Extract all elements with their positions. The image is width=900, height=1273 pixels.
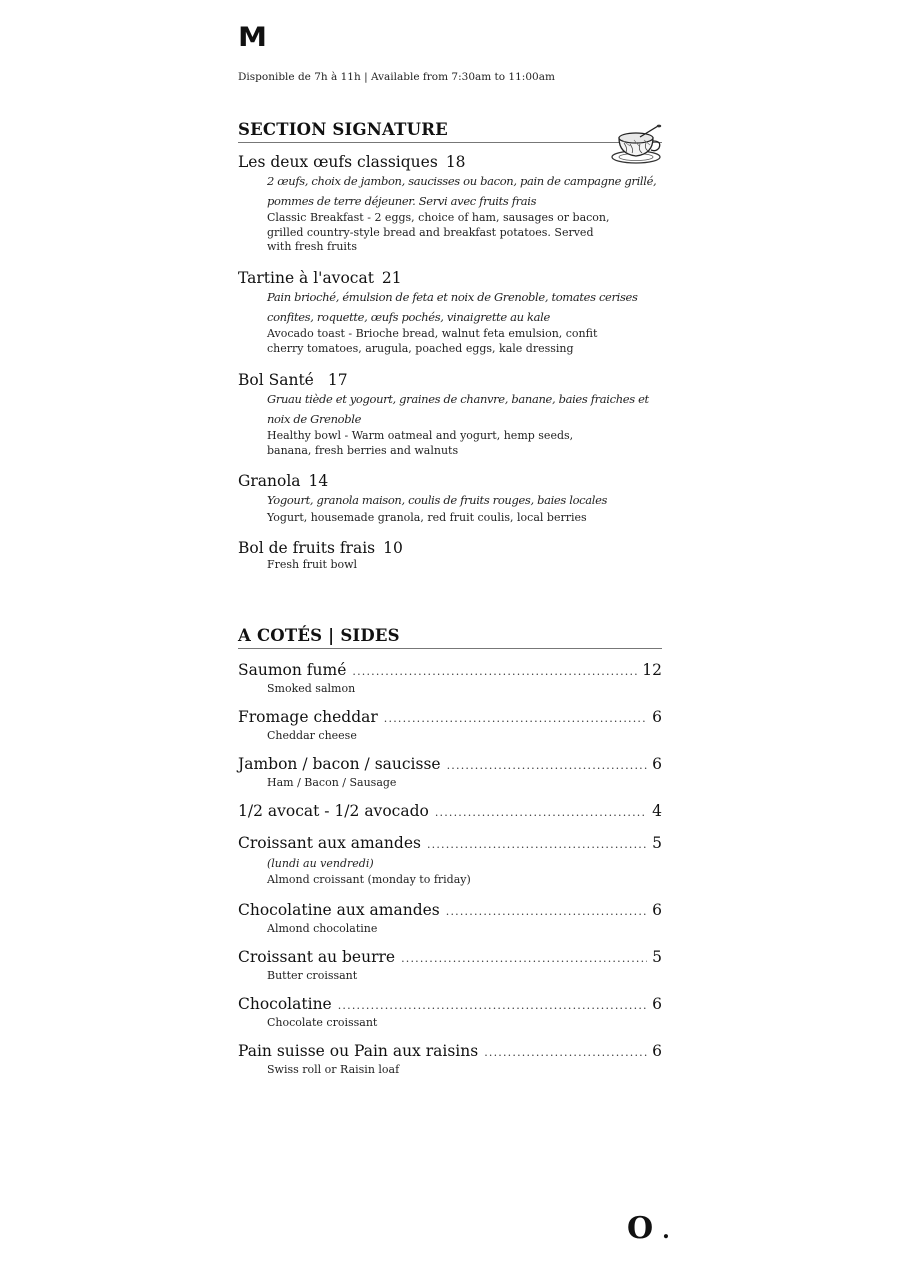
dot-leader [427, 835, 647, 855]
item-price: 21 [381, 269, 402, 287]
side-translation: Smoked salmon [267, 682, 356, 695]
item-price: 18 [445, 153, 466, 171]
item-price: 10 [383, 539, 403, 557]
logo: M [238, 22, 266, 53]
side-translation: Almond croissant (monday to friday) [267, 873, 471, 886]
side-item [238, 900, 662, 936]
side-price: 6 [652, 755, 662, 773]
dot-leader [446, 902, 647, 922]
item-desc-en: cherry tomatoes, arugula, poached eggs, kale dressing [267, 341, 574, 355]
item-name: Bol Santé [238, 371, 314, 389]
side-translation: Almond chocolatine [267, 922, 378, 935]
dot-leader [401, 949, 647, 969]
item-price: 17 [327, 371, 348, 389]
side-translation: Chocolate croissant [267, 1016, 378, 1029]
dot-leader [338, 996, 647, 1016]
dot-leader [447, 756, 648, 776]
side-translation: Cheddar cheese [267, 729, 357, 742]
item-desc-en: Fresh fruit bowl [267, 558, 358, 571]
side-item [238, 754, 662, 790]
menu-item [238, 152, 662, 255]
menu-item [238, 538, 662, 573]
section-title-signature: SECTION SIGNATURE [238, 120, 662, 143]
side-name: Pain suisse ou Pain aux raisins [238, 1042, 479, 1060]
section-title-sides: A COTÉS | SIDES [238, 626, 662, 649]
side-price: 6 [652, 995, 662, 1013]
side-item [238, 994, 662, 1030]
side-item [238, 947, 662, 983]
footer-logo [627, 1211, 670, 1246]
item-desc-fr: confites, roquette, œufs pochés, vinaigrette au kale [267, 309, 550, 324]
side-price: 5 [652, 834, 662, 852]
item-desc-en: Healthy bowl - Warm oatmeal and yogurt, hemp seeds, [267, 429, 574, 442]
dot-leader [352, 662, 637, 682]
footer-mark: O [627, 1211, 654, 1246]
sides-section [238, 626, 662, 1076]
item-desc-fr: pommes de terre déjeuner. Servi avec fruits frais [267, 193, 537, 208]
side-price: 6 [652, 708, 662, 726]
item-name: Granola [238, 472, 301, 490]
item-desc-en: Classic Breakfast - 2 eggs, choice of ham, sausages or bacon, [267, 211, 610, 224]
dot-leader [435, 803, 647, 823]
side-item [238, 660, 662, 696]
side-name: Jambon / bacon / saucisse [238, 755, 441, 773]
side-name: Croissant au beurre [238, 948, 396, 966]
item-desc-fr: Pain brioché, émulsion de feta et noix de Grenoble, tomates cerises [267, 290, 638, 304]
side-translation: Swiss roll or Raisin loaf [267, 1063, 400, 1076]
footer-dot: . [662, 1218, 670, 1244]
side-name: Croissant aux amandes [238, 834, 421, 852]
item-desc-fr: Gruau tiède et yogourt, graines de chanvre, banane, baies fraiches et [267, 392, 649, 406]
side-price: 12 [642, 661, 662, 679]
side-price: 4 [652, 802, 662, 820]
side-name: Chocolatine aux amandes [238, 901, 440, 919]
item-desc-fr: 2 œufs, choix de jambon, saucisses ou bacon, pain de campagne grillé, [267, 174, 657, 188]
side-name: Chocolatine [238, 995, 332, 1013]
side-item [238, 707, 662, 743]
item-desc-en: banana, fresh berries and walnuts [267, 443, 459, 457]
item-desc-fr: Yogourt, granola maison, coulis de fruits rouges, baies locales [267, 493, 608, 507]
item-desc-en: with fresh fruits [267, 240, 357, 253]
side-translation: Ham / Bacon / Sausage [267, 776, 397, 789]
item-desc-en: grilled country-style bread and breakfast potatoes. Served [267, 225, 594, 239]
dot-leader [384, 709, 647, 729]
side-name: 1/2 avocat - 1/2 avocado [238, 802, 429, 820]
side-name: Saumon fumé [238, 661, 347, 679]
menu-item [238, 268, 662, 356]
side-price: 5 [652, 948, 662, 966]
side-item [238, 1041, 662, 1077]
side-price: 6 [652, 901, 662, 919]
item-name: Tartine à l'avocat [238, 269, 374, 287]
menu-item [238, 370, 662, 458]
item-name: Bol de fruits frais [238, 539, 376, 557]
side-note: (lundi au vendredi) [267, 857, 374, 870]
side-name: Fromage cheddar [238, 708, 378, 726]
side-item [238, 833, 662, 887]
side-price: 6 [652, 1042, 662, 1060]
dot-leader [484, 1043, 647, 1063]
item-name: Les deux œufs classiques [238, 153, 438, 171]
side-translation: Butter croissant [267, 969, 358, 982]
hours-text: Disponible de 7h à 11h | Available from 7:30am to 11:00am [238, 71, 555, 83]
item-desc-fr: noix de Grenoble [267, 411, 362, 426]
item-price: 14 [308, 472, 329, 490]
item-desc-en: Yogurt, housemade granola, red fruit coulis, local berries [267, 510, 587, 524]
menu-item [238, 471, 662, 525]
teacup-icon [610, 124, 664, 166]
side-item [238, 801, 662, 823]
item-desc-en: Avocado toast - Brioche bread, walnut feta emulsion, confit [267, 327, 598, 340]
signature-section [238, 120, 662, 571]
